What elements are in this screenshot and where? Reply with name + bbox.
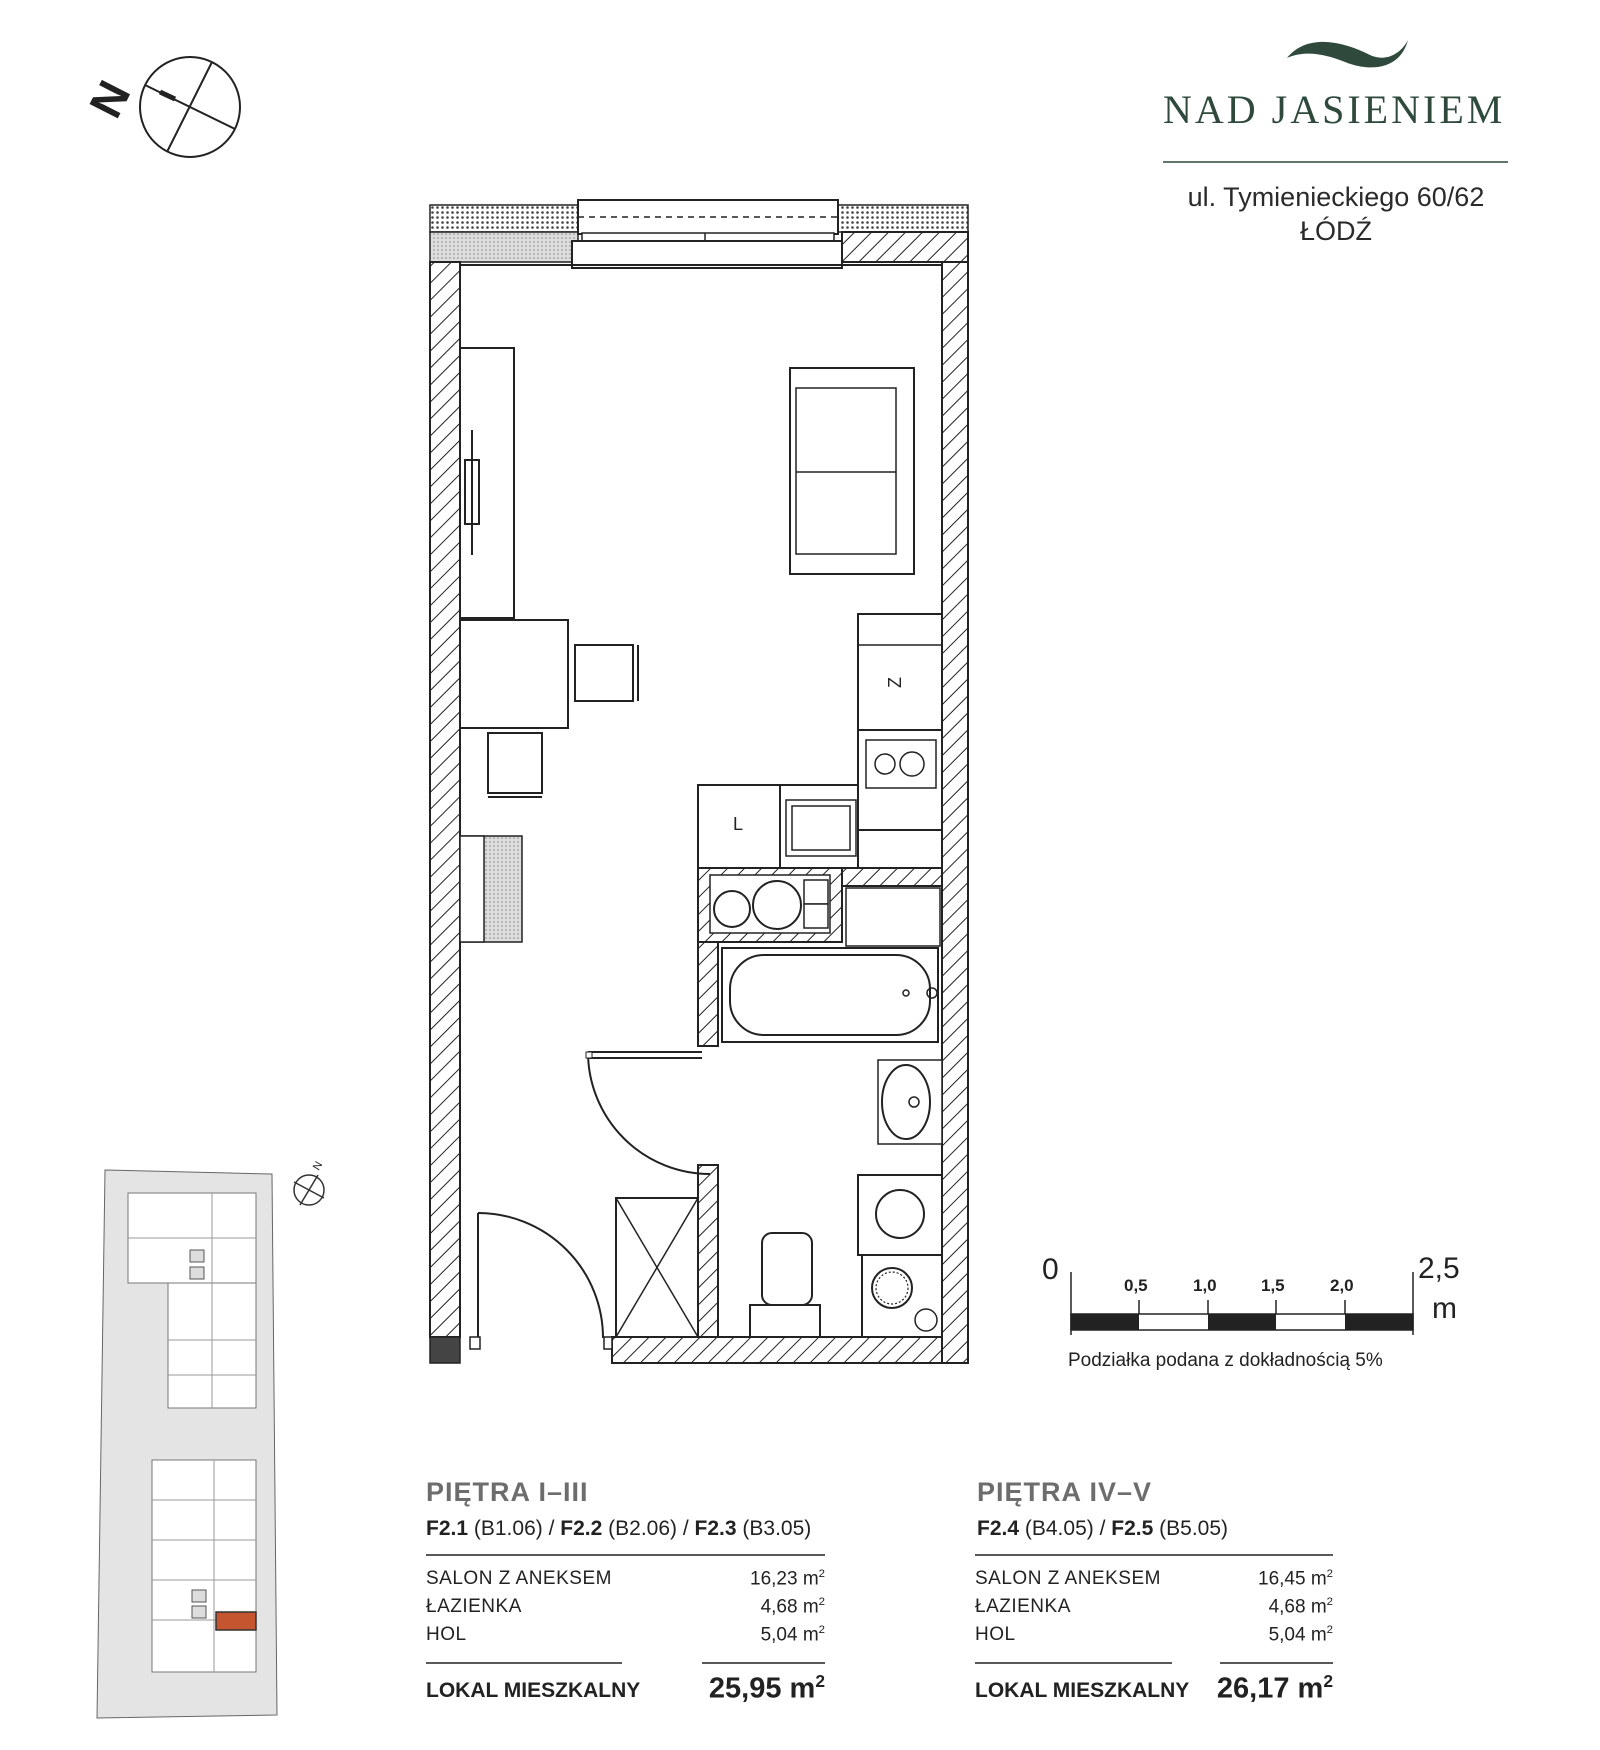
fridge-label: Z [885, 677, 905, 688]
total-label: LOKAL MIESZKALNY [426, 1679, 641, 1702]
tv-panel [460, 348, 514, 618]
sofa [790, 368, 914, 574]
wardrobe [616, 1198, 698, 1337]
room-name: HOL [975, 1624, 1016, 1645]
scale-note: Podziałka podana z dokładnością 5% [1068, 1350, 1383, 1371]
section-heading: PIĘTRA IV–V [977, 1477, 1153, 1507]
address-city: ŁÓDŹ [1299, 216, 1372, 246]
brand-name: NAD JASIENIEM [1163, 87, 1506, 132]
room-name: ŁAZIENKA [426, 1596, 522, 1617]
scale-tick-2: 1,0 [1193, 1276, 1217, 1295]
site-plan-highlight [216, 1612, 256, 1630]
scale-tick-4: 2,0 [1330, 1276, 1354, 1295]
room-name: HOL [426, 1624, 467, 1645]
room-area: 5,04 $m^2$ [1268, 1624, 1333, 1646]
scale-tick-1: 0,5 [1124, 1276, 1148, 1295]
scale-start: 0 [1042, 1253, 1059, 1286]
section-heading: PIĘTRA I–III [426, 1477, 589, 1507]
total-area: 26,17 $m^2$ [1216, 1671, 1333, 1705]
unit-code: F2.1 [426, 1517, 469, 1540]
unit-code: F2.3 [694, 1517, 737, 1540]
laundry-corner [710, 875, 830, 933]
unit-code: F2.5 [1111, 1517, 1154, 1540]
unit-code: F2.4 [977, 1517, 1020, 1540]
scale-bar [1071, 1272, 1413, 1335]
room-name: SALON Z ANEKSEM [426, 1568, 612, 1589]
unit-ref: (B2.06) [608, 1517, 678, 1540]
room-name: SALON Z ANEKSEM [975, 1568, 1161, 1589]
room-name: ŁAZIENKA [975, 1596, 1071, 1617]
scale-tick-3: 1,5 [1261, 1276, 1285, 1295]
room-area: 4,68 $m^2$ [760, 1596, 825, 1618]
unit-ref: (B1.06) [473, 1517, 543, 1540]
unit-codes: F2.1 (B1.06) / F2.2 (B2.06) / F2.3 (B3.05) [426, 1517, 812, 1540]
dining-table [460, 620, 638, 797]
unit-ref: (B4.05) [1024, 1517, 1094, 1540]
scale-unit: m [1432, 1292, 1457, 1325]
site-plan [97, 1170, 277, 1718]
unit-ref: (B5.05) [1159, 1517, 1229, 1540]
logo-leaf-icon [1287, 40, 1408, 67]
room-area: 16,23 $m^2$ [750, 1568, 825, 1590]
room-area: 16,45 $m^2$ [1258, 1568, 1333, 1590]
unit-code: F2.2 [560, 1517, 603, 1540]
room-area: 4,68 $m^2$ [1268, 1596, 1333, 1618]
room-area: 5,04 $m^2$ [760, 1624, 825, 1646]
unit-ref: (B3.05) [742, 1517, 812, 1540]
unit-codes: F2.4 (B4.05) / F2.5 (B5.05) [977, 1517, 1229, 1540]
dishwasher-label: L [733, 814, 744, 834]
bathroom-fixtures [722, 888, 942, 1337]
scale-end: 2,5 [1418, 1252, 1460, 1285]
total-area: 25,95 $m^2$ [708, 1671, 825, 1705]
site-compass-icon [294, 1175, 324, 1205]
address-street: ul. Tymienieckiego 60/62 [1187, 182, 1485, 212]
total-label: LOKAL MIESZKALNY [975, 1679, 1190, 1702]
north-label: N [78, 72, 141, 126]
site-north-label: N [310, 1159, 326, 1173]
north-compass-icon [140, 57, 240, 157]
